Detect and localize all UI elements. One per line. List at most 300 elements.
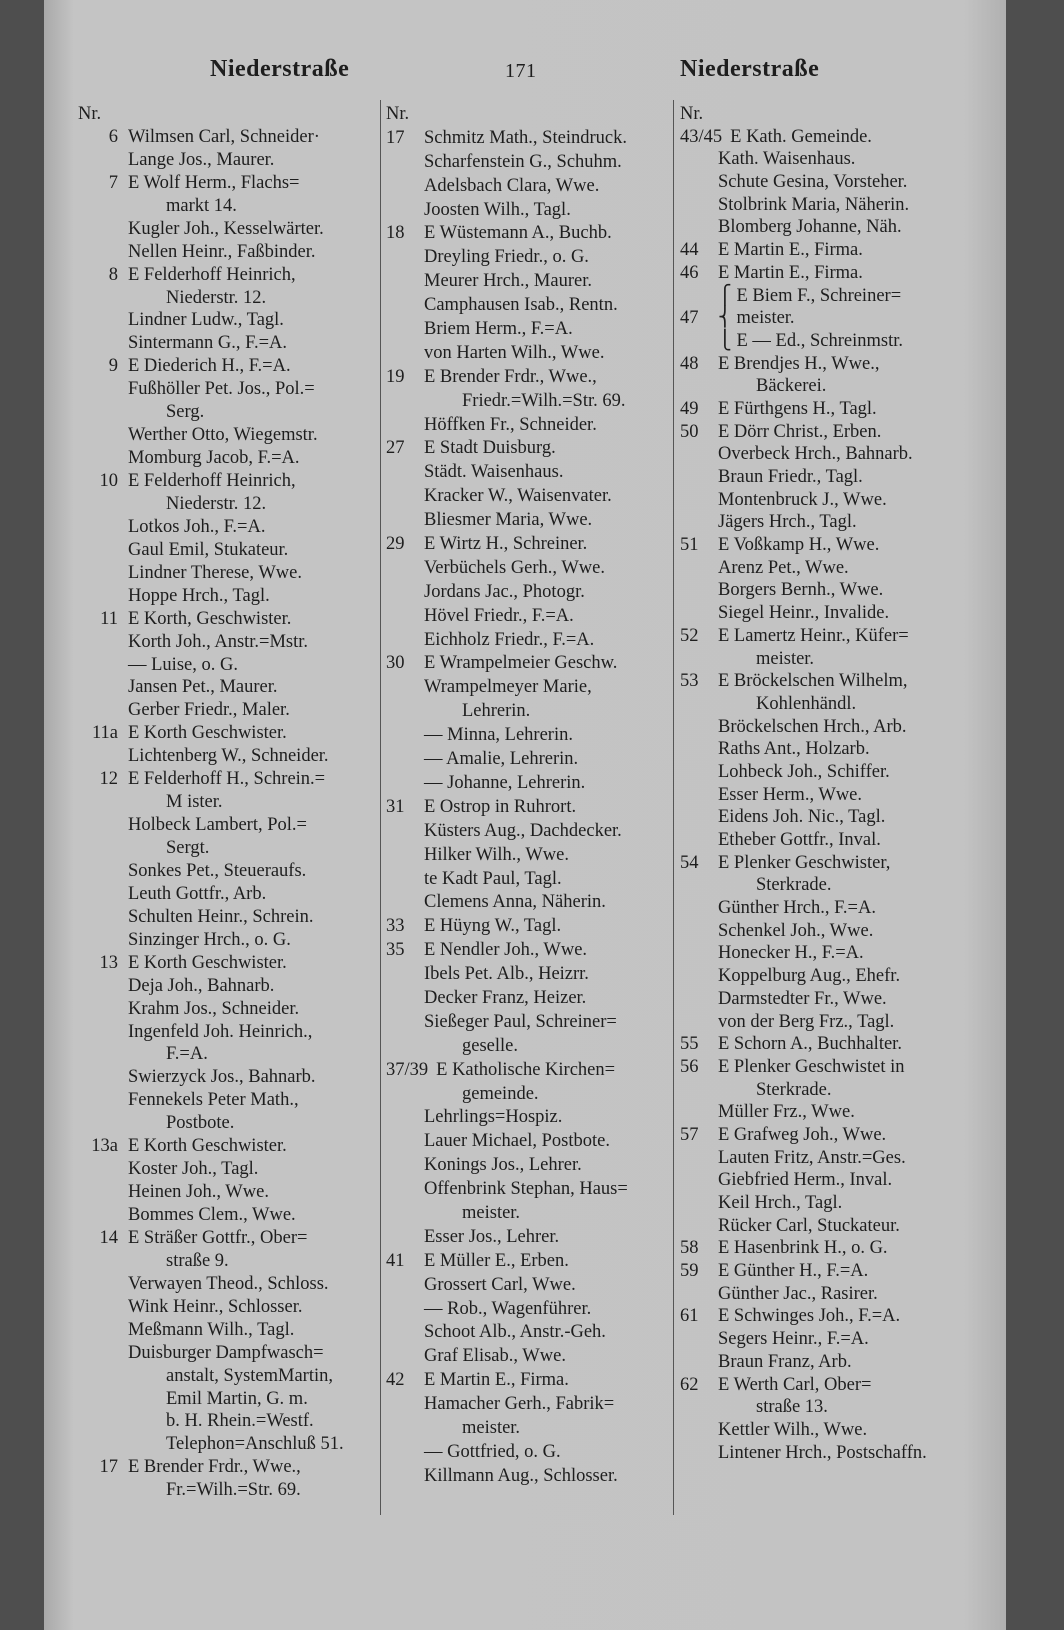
house-entry: [680, 1374, 927, 1397]
house-entry: [386, 1059, 628, 1083]
house-entry: [680, 126, 927, 149]
entry-text: Jägers Hrch., Tagl.: [718, 512, 857, 533]
entry-text: Esser Jos., Lehrer.: [424, 1226, 560, 1247]
entry-text: Werther Otto, Wiegemstr.: [128, 425, 318, 446]
resident-entry: [680, 738, 927, 761]
resident-entry: [386, 1035, 628, 1059]
house-entry: [680, 1305, 927, 1328]
resident-entry: [680, 602, 927, 625]
house-number: 13a: [91, 1136, 118, 1157]
entry-text: Nellen Heinr., Faßbinder.: [128, 241, 316, 262]
entry-text: Niederstr. 12.: [166, 493, 267, 514]
resident-entry: [680, 466, 927, 489]
house-number: 7: [108, 172, 118, 193]
entry-text: E Günther H., F.=A.: [718, 1261, 869, 1282]
house-entry: [386, 915, 628, 939]
resident-entry: [680, 693, 927, 716]
entry-text: Postbote.: [166, 1113, 235, 1134]
entry-text: Eichholz Friedr., F.=A.: [424, 629, 595, 650]
entry-text: Koppelburg Aug., Ehefr.: [718, 966, 901, 987]
resident-entry: [66, 1388, 344, 1411]
entry-text: E Fürthgens H., Tagl.: [718, 398, 877, 419]
entry-text: Keil Hrch., Tagl.: [718, 1193, 843, 1213]
resident-entry: [386, 963, 628, 987]
entry-text: ⎩ E — Ed., Schreinmstr.: [718, 330, 903, 351]
resident-entry: [680, 1419, 927, 1442]
house-entry: [680, 670, 927, 693]
resident-entry: [680, 829, 927, 852]
entry-text: Krahm Jos., Schneider.: [128, 998, 300, 1019]
resident-entry: [66, 1021, 344, 1044]
entry-text: ⎧ E Biem F., Schreiner=: [718, 285, 902, 306]
house-number: 27: [386, 438, 405, 459]
resident-entry: [386, 1083, 628, 1107]
resident-entry: [386, 509, 628, 533]
column-divider: [380, 100, 381, 1515]
resident-entry: [680, 648, 927, 671]
house-entry: [66, 470, 344, 493]
entry-text: — Johanne, Lehrerin.: [424, 772, 586, 793]
resident-entry: [680, 942, 927, 965]
resident-entry: [386, 414, 628, 438]
entry-text: Esser Herm., Wwe.: [718, 784, 863, 805]
resident-entry: [386, 748, 628, 772]
resident-entry: [680, 579, 927, 602]
resident-entry: [386, 1298, 628, 1322]
entry-text: — Luise, o. G.: [128, 654, 238, 675]
entry-text: Fennekels Peter Math.,: [128, 1090, 299, 1111]
house-entry: [386, 127, 628, 151]
entry-text: Bliesmer Maria, Wwe.: [424, 510, 593, 531]
column-middle: [386, 103, 628, 1489]
resident-entry: [66, 631, 344, 654]
resident-entry: [66, 1479, 344, 1502]
entry-text: Holbeck Lambert, Pol.=: [128, 815, 307, 836]
house-entry: [680, 1033, 927, 1056]
resident-entry: [680, 557, 927, 580]
house-number: 9: [108, 356, 118, 377]
entry-text: E Korth, Geschwister.: [128, 608, 292, 629]
house-number: 13: [99, 952, 118, 973]
entry-text: E Felderhoff Heinrich,: [128, 264, 296, 285]
house-entry: [680, 1056, 927, 1079]
entry-text: Etheber Gottfr., Inval.: [718, 830, 881, 850]
house-entry: [680, 398, 927, 421]
entry-text: Sintermann G., F.=A.: [128, 333, 288, 354]
resident-entry: [680, 897, 927, 920]
entry-text: E Müller E., Erben.: [424, 1250, 569, 1271]
resident-entry: [66, 814, 344, 837]
resident-entry: [66, 1158, 344, 1181]
entry-text: Kettler Wilh., Wwe.: [718, 1419, 868, 1440]
resident-entry: [66, 883, 344, 906]
entry-text: meister.: [462, 1202, 521, 1223]
entry-text: Meurer Hrch., Maurer.: [424, 271, 592, 292]
entry-text: anstalt, SystemMartin,: [166, 1365, 333, 1386]
entry-text: Grossert Carl, Wwe.: [424, 1274, 576, 1295]
entry-text: Telephon=Anschluß 51.: [166, 1434, 344, 1455]
resident-entry: [386, 891, 628, 915]
house-entry: [680, 262, 927, 285]
entry-text: E Brender Frdr., Wwe.,: [424, 366, 597, 387]
entry-text: Hövel Friedr., F.=A.: [424, 605, 574, 626]
running-head-right: Niederstraße: [680, 56, 820, 82]
column-header: [66, 103, 344, 126]
resident-entry: [386, 1441, 628, 1465]
house-number: 29: [386, 534, 405, 555]
resident-entry: [66, 1089, 344, 1112]
entry-text: Nr.: [386, 104, 410, 124]
resident-entry: [680, 806, 927, 829]
entry-text: Eidens Joh. Nic., Tagl.: [718, 807, 886, 828]
resident-entry: [680, 489, 927, 512]
entry-text: Sonkes Pet., Steueraufs.: [128, 860, 307, 881]
column-header: [680, 103, 927, 126]
entry-text: E Schwinges Joh., F.=A.: [718, 1306, 901, 1327]
resident-entry: [386, 605, 628, 629]
entry-text: E Martin E., Firma.: [424, 1370, 569, 1391]
resident-entry: [66, 1410, 344, 1433]
house-number: 50: [680, 421, 699, 442]
entry-text: E Voßkamp H., Wwe.: [718, 535, 880, 556]
entry-text: Kracker W., Waisenvater.: [424, 486, 612, 507]
entry-text: Schoot Alb., Anstr.-Geh.: [424, 1322, 606, 1343]
resident-entry: [66, 837, 344, 860]
resident-entry: [66, 447, 344, 470]
house-entry: [386, 1250, 628, 1274]
resident-entry: [66, 424, 344, 447]
entry-text: Ingenfeld Joh. Heinrich.,: [128, 1021, 313, 1042]
entry-text: Meßmann Wilh., Tagl.: [128, 1319, 295, 1340]
entry-text: te Kadt Paul, Tagl.: [424, 868, 562, 889]
resident-entry: [386, 175, 628, 199]
entry-text: E Wolf Herm., Flachs=: [128, 172, 300, 193]
house-number: 55: [680, 1034, 699, 1055]
entry-text: straße 9.: [166, 1250, 229, 1271]
resident-entry: [386, 1417, 628, 1441]
house-entry: [680, 239, 927, 262]
resident-entry: [386, 1154, 628, 1178]
entry-text: Raths Ant., Holzarb.: [718, 739, 870, 760]
resident-entry: [66, 1250, 344, 1273]
entry-text: Höffken Fr., Schneider.: [424, 414, 597, 435]
entry-text: Bäckerei.: [756, 376, 827, 397]
entry-text: Nr.: [680, 104, 704, 124]
house-entry: [386, 652, 628, 676]
resident-entry: [680, 216, 927, 239]
running-head-left: Niederstraße: [210, 56, 350, 82]
house-number: 17: [99, 1457, 118, 1478]
resident-entry: [680, 1011, 927, 1034]
entry-text: Momburg Jacob, F.=A.: [128, 448, 300, 469]
entry-text: E Stadt Duisburg.: [424, 438, 556, 459]
column-header: [386, 103, 628, 127]
resident-entry: [386, 390, 628, 414]
resident-entry: [386, 1321, 628, 1345]
entry-text: E Plenker Geschwister,: [718, 852, 891, 873]
resident-entry: [386, 700, 628, 724]
entry-text: Sterkrade.: [756, 875, 832, 896]
house-entry: [66, 264, 344, 287]
house-entry: [680, 1124, 927, 1147]
entry-text: Niederstr. 12.: [166, 287, 267, 308]
entry-text: E Grafweg Joh., Wwe.: [718, 1124, 887, 1145]
entry-text: Darmstedter Fr., Wwe.: [718, 988, 887, 1009]
house-number: 43/45: [680, 126, 723, 147]
entry-text: Honecker H., F.=A.: [718, 943, 864, 964]
house-entry: [386, 796, 628, 820]
resident-entry: [386, 844, 628, 868]
resident-entry: [680, 1192, 927, 1215]
entry-text: Lehrlings=Hospiz.: [424, 1107, 563, 1128]
entry-text: Hoppe Hrch., Tagl.: [128, 585, 270, 606]
entry-text: Bröckelschen Hrch., Arb.: [718, 716, 907, 737]
resident-entry: [66, 906, 344, 929]
house-number: 54: [680, 852, 699, 873]
resident-entry: [680, 920, 927, 943]
entry-text: von Harten Wilh., Wwe.: [424, 342, 605, 363]
resident-entry: [680, 1283, 927, 1306]
house-entry: [680, 1260, 927, 1283]
resident-entry: [66, 1066, 344, 1089]
house-number: 10: [99, 471, 118, 491]
resident-entry: [386, 820, 628, 844]
house-entry: [386, 939, 628, 963]
entry-text: geselle.: [462, 1035, 518, 1056]
entry-text: Wink Heinr., Schlosser.: [128, 1296, 303, 1317]
resident-entry: [386, 1226, 628, 1250]
house-number: 41: [386, 1250, 405, 1271]
house-number: 58: [680, 1238, 699, 1259]
entry-text: Sterkrade.: [756, 1079, 832, 1100]
resident-entry: [386, 724, 628, 748]
house-number: 44: [680, 240, 699, 261]
resident-entry: [66, 218, 344, 241]
entry-text: Lauer Michael, Postbote.: [424, 1131, 610, 1152]
entry-text: Nr.: [78, 104, 102, 124]
house-entry: [66, 126, 344, 149]
house-entry: [66, 1135, 344, 1158]
entry-text: meister.: [462, 1417, 521, 1438]
entry-text: Braun Franz, Arb.: [718, 1351, 852, 1372]
column-divider: [673, 100, 674, 1515]
entry-text: Korth Joh., Anstr.=Mstr.: [128, 631, 309, 652]
house-number: 35: [386, 940, 405, 961]
entry-text: Camphausen Isab., Rentn.: [424, 295, 618, 316]
house-entry: [66, 172, 344, 195]
house-number: 61: [680, 1306, 699, 1327]
house-entry: [66, 952, 344, 975]
entry-text: Friedr.=Wilh.=Str. 69.: [462, 390, 626, 411]
entry-text: E Martin E., Firma.: [718, 240, 863, 261]
entry-text: Städt. Waisenhaus.: [424, 462, 564, 483]
entry-text: Kohlenhändl.: [756, 693, 857, 714]
entry-text: Graf Elisab., Wwe.: [424, 1346, 566, 1367]
house-number: 31: [386, 796, 405, 817]
house-entry: [680, 307, 927, 330]
resident-entry: [386, 461, 628, 485]
entry-text: E Brender Frdr., Wwe.,: [128, 1457, 301, 1478]
entry-text: E Wirtz H., Schreiner.: [424, 534, 588, 555]
house-number: 11: [100, 608, 118, 629]
resident-entry: [66, 1319, 344, 1342]
resident-entry: [66, 401, 344, 424]
resident-entry: [680, 1101, 927, 1124]
resident-entry: [680, 1147, 927, 1170]
resident-entry: [386, 485, 628, 509]
resident-entry: [66, 699, 344, 722]
resident-entry: [66, 998, 344, 1021]
entry-text: E Wrampelmeier Geschw.: [424, 653, 618, 674]
entry-text: Günther Hrch., F.=A.: [718, 898, 876, 919]
resident-entry: [66, 791, 344, 814]
house-number: 14: [99, 1227, 118, 1248]
house-entry: [386, 533, 628, 557]
entry-text: Verbüchels Gerh., Wwe.: [424, 557, 605, 578]
house-number: 62: [680, 1374, 699, 1395]
resident-entry: [66, 516, 344, 539]
resident-entry: [66, 975, 344, 998]
entry-text: Hilker Wilh., Wwe.: [424, 844, 570, 865]
entry-text: M ister.: [166, 792, 223, 813]
entry-text: Sießeger Paul, Schreiner=: [424, 1011, 617, 1032]
entry-text: gemeinde.: [462, 1083, 539, 1104]
resident-entry: [386, 151, 628, 175]
resident-entry: [680, 1215, 927, 1238]
house-entry: [386, 437, 628, 461]
entry-text: F.=A.: [166, 1044, 208, 1065]
resident-entry: [680, 443, 927, 466]
house-number: 12: [99, 769, 118, 790]
resident-entry: [66, 585, 344, 608]
entry-text: Scharfenstein G., Schuhm.: [424, 151, 622, 172]
entry-text: Schmitz Math., Steindruck.: [424, 127, 627, 148]
resident-entry: [386, 342, 628, 366]
entry-text: Swierzyck Jos., Bahnarb.: [128, 1067, 316, 1088]
entry-text: Siegel Heinr., Invalide.: [718, 603, 890, 624]
entry-text: E Lamertz Heinr., Küfer=: [718, 625, 909, 646]
house-number: 30: [386, 653, 405, 674]
resident-entry: [66, 378, 344, 401]
entry-text: Braun Friedr., Tagl.: [718, 467, 863, 487]
entry-text: ⎨ meister.: [718, 308, 795, 329]
house-number: 11a: [91, 723, 118, 744]
resident-entry: [680, 874, 927, 897]
resident-entry: [66, 1204, 344, 1227]
resident-entry: [386, 1106, 628, 1130]
entry-text: E Werth Carl, Ober=: [718, 1374, 872, 1395]
resident-entry: [66, 676, 344, 699]
entry-text: Lehrerin.: [462, 701, 531, 722]
resident-entry: [680, 1328, 927, 1351]
entry-text: Küsters Aug., Dachdecker.: [424, 820, 622, 841]
entry-text: Günther Jac., Rasirer.: [718, 1283, 878, 1304]
resident-entry: [386, 581, 628, 605]
resident-entry: [386, 557, 628, 581]
entry-text: Ibels Pet. Alb., Heizrr.: [424, 964, 589, 985]
house-number: 19: [386, 366, 405, 387]
house-number: 46: [680, 262, 699, 283]
entry-text: Gaul Emil, Stukateur.: [128, 539, 289, 560]
entry-text: Schenkel Joh., Wwe.: [718, 920, 874, 941]
entry-text: Rücker Carl, Stuckateur.: [718, 1215, 900, 1236]
resident-entry: [680, 1079, 927, 1102]
entry-text: — Amalie, Lehrerin.: [424, 749, 579, 770]
entry-text: Joosten Wilh., Tagl.: [424, 199, 571, 220]
entry-text: Giebfried Herm., Inval.: [718, 1170, 893, 1191]
entry-text: Konings Jos., Lehrer.: [424, 1155, 582, 1176]
entry-text: E Brendjes H., Wwe.,: [718, 353, 880, 374]
entry-text: E Felderhoff H., Schrein.=: [128, 769, 326, 790]
entry-text: — Rob., Wagenführer.: [424, 1298, 592, 1319]
house-number: 59: [680, 1261, 699, 1282]
entry-text: E Felderhoff Heinrich,: [128, 471, 296, 491]
entry-text: Bommes Clem., Wwe.: [128, 1205, 296, 1225]
house-entry: [680, 353, 927, 376]
resident-entry: [66, 745, 344, 768]
entry-text: Killmann Aug., Schlosser.: [424, 1465, 618, 1486]
entry-text: Segers Heinr., F.=A.: [718, 1329, 869, 1350]
entry-text: Montenbruck J., Wwe.: [718, 489, 887, 510]
house-number: 51: [680, 535, 699, 556]
resident-entry: [66, 1296, 344, 1319]
resident-entry: [386, 676, 628, 700]
entry-text: Heinen Joh., Wwe.: [128, 1182, 269, 1203]
house-entry: [680, 852, 927, 875]
house-entry: [66, 608, 344, 631]
entry-text: Kugler Joh., Kesselwärter.: [128, 218, 324, 239]
entry-text: Verwayen Theod., Schloss.: [128, 1273, 329, 1294]
entry-text: Müller Frz., Wwe.: [718, 1102, 855, 1123]
entry-text: Lindner Therese, Wwe.: [128, 562, 302, 583]
resident-entry: [66, 1043, 344, 1066]
house-number: 49: [680, 398, 699, 419]
entry-text: Lotkos Joh., F.=A.: [128, 516, 266, 537]
resident-entry: [680, 194, 927, 217]
resident-entry: [680, 761, 927, 784]
entry-text: E Bröckelschen Wilhelm,: [718, 671, 908, 692]
entry-text: Jansen Pet., Maurer.: [128, 677, 278, 698]
resident-entry: [66, 654, 344, 677]
house-number: 48: [680, 353, 699, 374]
resident-entry: [680, 148, 927, 171]
entry-text: E Korth Geschwister.: [128, 1136, 287, 1157]
resident-entry: [386, 1011, 628, 1035]
entry-text: b. H. Rhein.=Westf.: [166, 1411, 314, 1432]
house-entry: [66, 1227, 344, 1250]
entry-text: Wilmsen Carl, Schneider·: [128, 126, 320, 147]
entry-text: E Wüstemann A., Buchb.: [424, 223, 612, 244]
entry-text: Borgers Bernh., Wwe.: [718, 580, 884, 601]
entry-text: Gerber Friedr., Maler.: [128, 700, 290, 721]
resident-entry: [680, 285, 927, 308]
resident-entry: [386, 294, 628, 318]
resident-entry: [386, 270, 628, 294]
resident-entry: [386, 868, 628, 892]
resident-entry: [680, 988, 927, 1011]
entry-text: Dreyling Friedr., o. G.: [424, 247, 589, 268]
resident-entry: [66, 493, 344, 516]
house-number: 33: [386, 916, 405, 937]
house-number: 47: [680, 308, 699, 329]
entry-text: — Minna, Lehrerin.: [424, 725, 573, 746]
entry-text: meister.: [756, 648, 815, 669]
column-right: [680, 103, 927, 1464]
entry-text: Offenbrink Stephan, Haus=: [424, 1179, 628, 1200]
house-entry: [386, 222, 628, 246]
entry-text: Decker Franz, Heizer.: [424, 987, 587, 1008]
entry-text: Fr.=Wilh.=Str. 69.: [166, 1480, 301, 1501]
